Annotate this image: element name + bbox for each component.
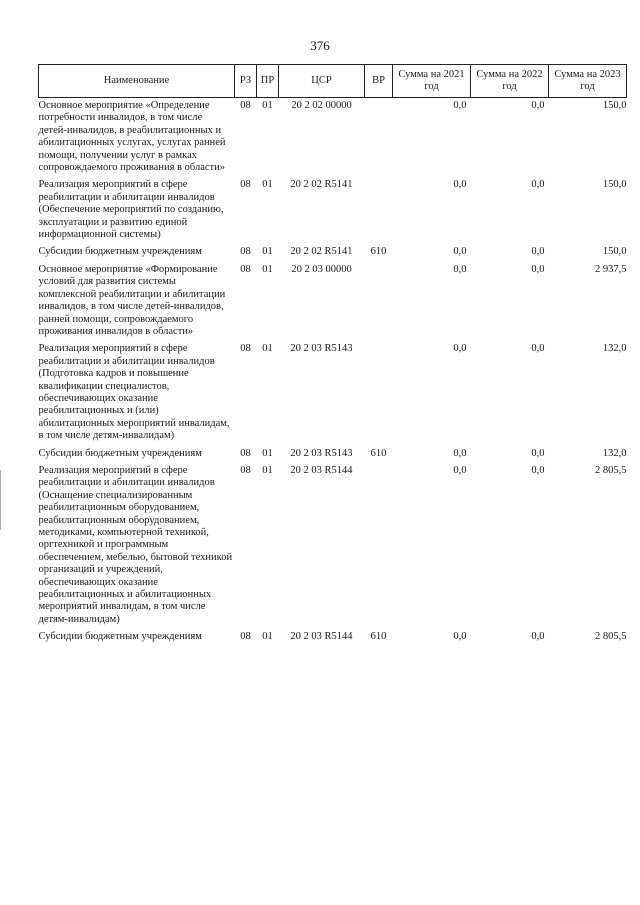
header-rz: РЗ (235, 65, 257, 98)
row-sum-2023: 132,0 (602, 343, 627, 355)
row-sum-2021: 0,0 (453, 246, 467, 258)
row-sum-2023: 150,0 (602, 179, 627, 191)
row-csr: 20 2 02 00000 (291, 100, 352, 111)
table-row (39, 244, 627, 261)
row-sum-2023: 150,0 (602, 246, 627, 258)
row-sum-2021: 0,0 (453, 631, 467, 643)
row-vr (365, 98, 393, 178)
row-sum-2023: 132,0 (602, 447, 627, 459)
row-csr: 20 2 03 00000 (291, 263, 352, 275)
page-number: 376 (310, 38, 330, 53)
row-vr (365, 341, 393, 445)
table-row (39, 463, 627, 629)
row-sum-2021: 0,0 (453, 263, 467, 275)
row-sum-2023: 2 805,5 (595, 464, 627, 476)
table-row (39, 341, 627, 445)
row-pr: 01 (262, 464, 273, 476)
header-name: Наименование (39, 65, 235, 98)
header-csr: ЦСР (279, 65, 365, 98)
row-sum-2022: 0,0 (531, 464, 545, 476)
row-rz: 08 (240, 100, 251, 111)
row-rz: 08 (240, 464, 251, 476)
row-vr: 610 (370, 246, 387, 258)
row-sum-2023: 150,0 (602, 100, 627, 111)
row-sum-2021: 0,0 (453, 179, 467, 191)
row-name: Субсидии бюджетным учреждениям (38, 631, 202, 643)
table-row (39, 98, 627, 178)
row-rz: 08 (240, 263, 251, 275)
table-row (39, 446, 627, 463)
row-name: Реализация мероприятий в сфере реабилитации и абилитации инвалидов (Подготовка кадров и повышение квалификации специалистов, обеспечивающих оказание реабилитационных и (или) абилитационных мероприятий инвалидам, в том числе детям-инвалидам) (38, 343, 230, 442)
row-name: Основное мероприятие «Формирование условий для развития системы комплексной реабилитации и абилитации инвалидов, в том числе детей-инвалидов, ранней помощи, сопровождаемого проживания инвалидов в области» (38, 263, 226, 337)
table-row (39, 629, 627, 646)
row-csr: 20 2 03 R5143 (290, 447, 353, 459)
row-sum-2022: 0,0 (531, 447, 545, 459)
header-vr: ВР (365, 65, 393, 98)
row-sum-2022: 0,0 (531, 343, 545, 355)
row-name: Субсидии бюджетным учреждениям (38, 246, 202, 258)
budget-table (38, 64, 627, 647)
row-pr: 01 (262, 631, 273, 643)
row-name: Реализация мероприятий в сфере реабилитации и абилитации инвалидов (Оснащение специализированным реабилитационным оборудованием, реабилитационным оборудованием, методиками, компьютерной техникой, оргтехникой и программным обеспечением, мебелью, бытовой техникой организаций и учреждений, обеспечивающих оказание реабилитационных и абилитационных мероприятий инвалидам, в том числе детям-инвалидам) (38, 464, 233, 625)
row-sum-2022: 0,0 (531, 179, 545, 191)
row-sum-2021: 0,0 (453, 447, 467, 459)
row-csr: 20 2 03 R5143 (290, 343, 353, 355)
row-vr (365, 262, 393, 341)
row-rz: 08 (240, 447, 251, 459)
row-sum-2022: 0,0 (531, 100, 545, 111)
table-header-row (39, 65, 627, 98)
header-pr: ПР (257, 65, 279, 98)
row-name: Основное мероприятие «Определение потребности инвалидов, в том числе детей-инвалидов, в реабилитационных и абилитационных услугах, услугах ранней помощи, получении услуг в рамках сопровождаемого проживания в области» (38, 100, 226, 174)
row-sum-2023: 2 937,5 (595, 263, 627, 275)
header-sum-2022: Сумма на 2022 год (471, 65, 549, 98)
row-rz: 08 (240, 246, 251, 258)
row-pr: 01 (262, 246, 273, 258)
row-sum-2022: 0,0 (531, 246, 545, 258)
table-row (39, 177, 627, 244)
row-csr: 20 2 02 R5141 (290, 246, 353, 258)
scan-margin-mark (0, 470, 3, 530)
budget-table-wrapper (38, 64, 626, 647)
row-name: Субсидии бюджетным учреждениям (38, 447, 202, 459)
row-vr (365, 177, 393, 244)
row-sum-2021: 0,0 (453, 100, 467, 111)
row-vr: 610 (370, 631, 387, 643)
row-sum-2022: 0,0 (531, 263, 545, 275)
row-csr: 20 2 02 R5141 (290, 179, 353, 191)
row-vr: 610 (370, 447, 387, 459)
row-rz: 08 (240, 179, 251, 191)
row-csr: 20 2 03 R5144 (290, 464, 353, 476)
row-pr: 01 (262, 263, 273, 275)
row-vr (365, 463, 393, 629)
table-row (39, 262, 627, 341)
row-rz: 08 (240, 631, 251, 643)
row-pr: 01 (262, 343, 273, 355)
row-name: Реализация мероприятий в сфере реабилитации и абилитации инвалидов (Обеспечение мероприятий по созданию, эксплуатации и развитию единой информационной системы) (38, 179, 224, 241)
row-pr: 01 (262, 179, 273, 191)
row-sum-2022: 0,0 (531, 631, 545, 643)
row-rz: 08 (240, 343, 251, 355)
row-pr: 01 (262, 447, 273, 459)
header-sum-2023: Сумма на 2023 год (549, 65, 627, 98)
header-sum-2021: Сумма на 2021 год (393, 65, 471, 98)
row-pr: 01 (262, 100, 273, 111)
row-sum-2021: 0,0 (453, 464, 467, 476)
row-csr: 20 2 03 R5144 (290, 631, 353, 643)
row-sum-2021: 0,0 (453, 343, 467, 355)
row-sum-2023: 2 805,5 (595, 631, 627, 643)
